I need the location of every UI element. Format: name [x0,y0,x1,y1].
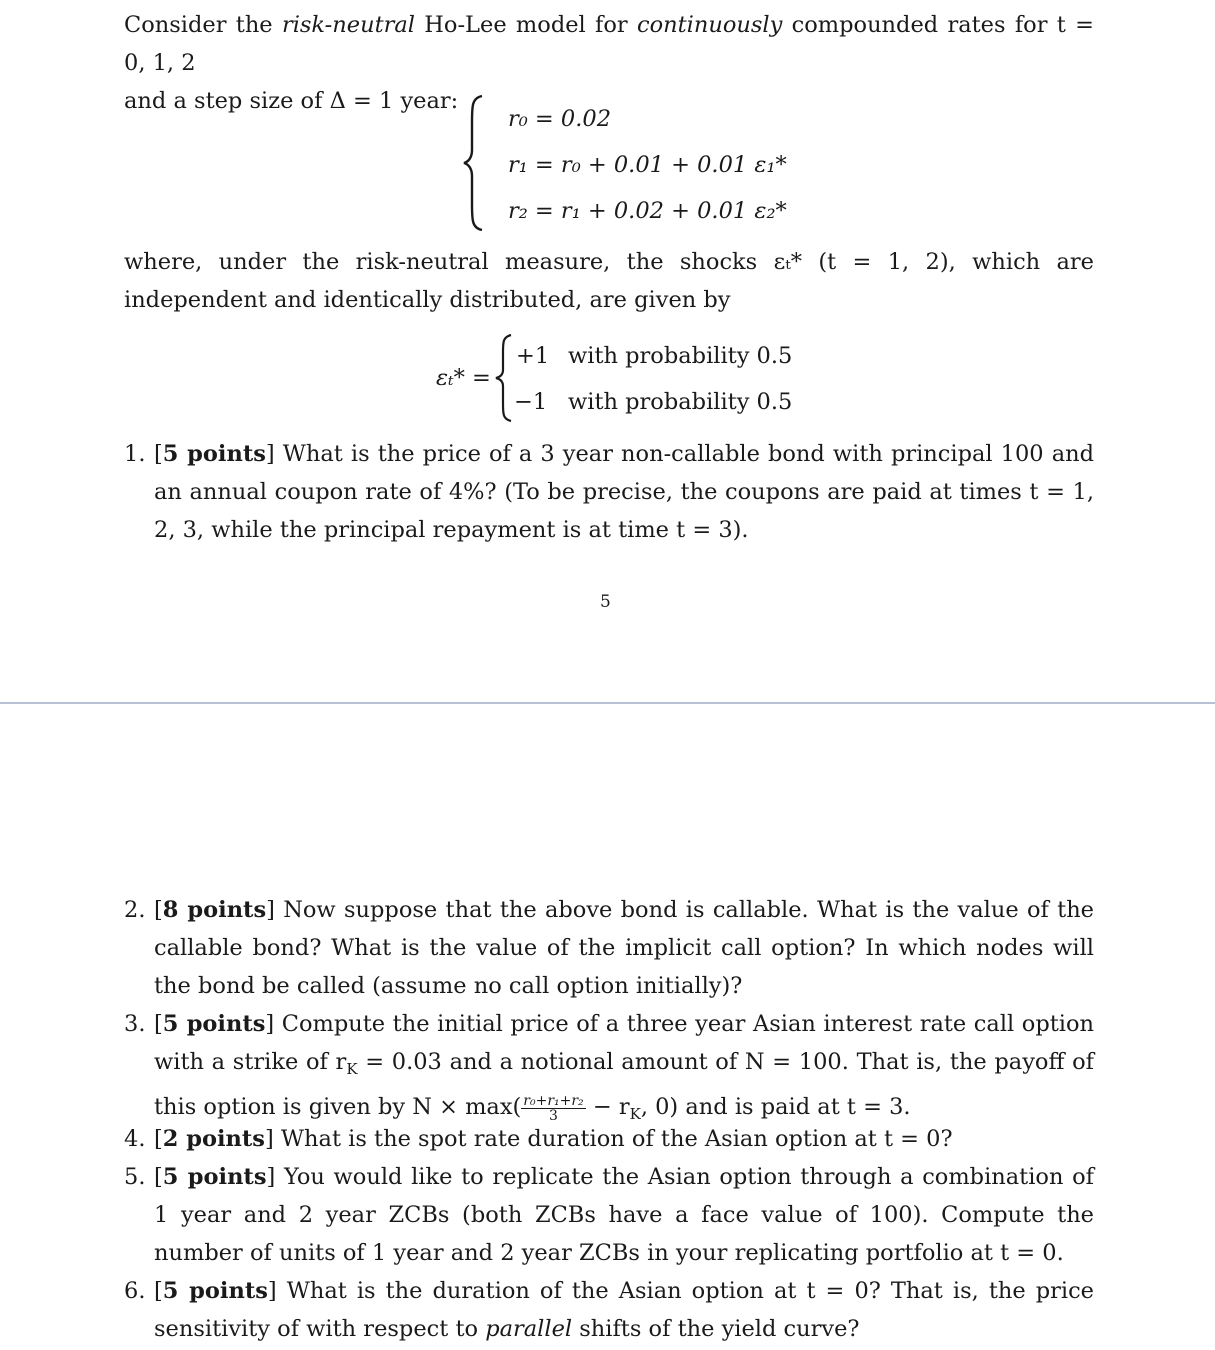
question-3-text-a: Compute the initial price of a three year Asian interest rate call option with a strike of r [154,1011,1095,1075]
intro-text-b: Ho-Lee model for [414,12,637,38]
system-brace [462,92,486,238]
question-4-number: 4. [124,1126,146,1152]
equation-r1: r₁ = r₀ + 0.01 + 0.01 ε₁* [508,152,787,178]
question-3-points: 5 points [162,1011,266,1037]
question-2-number: 2. [124,897,146,923]
intro-continuously: continuously [636,12,783,38]
page-divider [0,702,1215,704]
question-2-text: Now suppose that the above bond is callable. What is the value of the callable bond? What is the value of the implicit call option? In which nodes will the bond be called (assume no call option initially)? [154,897,1094,999]
fraction-denominator: 3 [549,1108,558,1124]
question-1-text: What is the price of a 3 year non-callable bond with principal 100 and an annual coupon rate of 4%? (To be precise, the coupons are paid at times t = 1, 2, 3, while the principal repayment is at time t = 3). [154,441,1095,543]
question-5: 5. [5 points] You would like to replicate the Asian option through a combination of 1 year and 2 year ZCBs (both ZCBs have a face value of 100). Compute the number of units of 1 year and 2 year ZCBs in your replicating portfolio at t = 0. [124,1158,1094,1272]
question-6-text-b: shifts of the yield curve? [572,1316,860,1342]
question-4-points: 2 points [162,1126,265,1152]
question-6-number: 6. [124,1278,146,1304]
shock-case2-value: −1 [514,389,548,415]
shock-case1-value: +1 [516,343,550,369]
question-1-number: 1. [124,441,146,467]
intro-text-c: compounded rates for [782,12,1057,38]
intro-risk-neutral: risk-neutral [281,12,415,38]
shock-brace [494,332,514,428]
question-3-text-d: , 0) and is paid at t = 3. [640,1094,911,1120]
question-3-text-c: − r [585,1094,630,1120]
intro-step-size: and a step size of Δ = 1 year: [124,88,459,114]
question-3-number: 3. [124,1011,146,1037]
question-5-number: 5. [124,1164,146,1190]
question-5-points: 5 points [162,1164,267,1190]
equation-r0: r₀ = 0.02 [508,106,612,132]
question-4: 4. [2 points] What is the spot rate duration of the Asian option at t = 0? [124,1120,1094,1158]
question-3-text-b: = 0.03 and a notional amount of N = 100. That is, the payoff of this option is given by N × max( [154,1049,1094,1120]
shock-case1-condition: with probability 0.5 [568,343,793,369]
intro-text-a: Consider the [124,12,282,38]
intro-t-range: t = 0, 1, 2 [124,12,1094,76]
shock-description: where, under the risk-neutral measure, the shocks εₜ* (t = 1, 2), which are independent and identically distributed, are given by [124,249,1094,313]
shock-case2-condition: with probability 0.5 [568,389,793,415]
fraction-numerator: r₀+r₁+r₂ [523,1093,584,1109]
question-1-points: 5 points [162,441,266,467]
question-6-points: 5 points [162,1278,268,1304]
question-6: 6. [5 points] What is the duration of the Asian option at t = 0? That is, the price sensitivity of with respect to parallel shifts of the yield curve? [124,1272,1094,1348]
question-5-text: You would like to replicate the Asian option through a combination of 1 year and 2 year ZCBs (both ZCBs have a face value of 100). Compute the number of units of 1 year and 2 year ZCBs in your replicating portfolio at t = 0. [154,1164,1094,1266]
equation-r2: r₂ = r₁ + 0.02 + 0.01 ε₂* [508,198,787,224]
question-4-text: What is the spot rate duration of the Asian option at t = 0? [280,1126,953,1152]
question-3: 3. [5 points] Compute the initial price of a three year Asian interest rate call option with a strike of $r_K = 0.03$ and a notional amount of N = 100. That is, the payoff of this option is given by N × max( $\frac{\text{r₀+r₁+r₂}}{3}$ − $r_K$, 0) and is paid at t = 3. [124,1005,1094,1133]
question-2: 2. [8 points] Now suppose that the above bond is callable. What is the value of the callable bond? What is the value of the implicit call option? In which nodes will the bond be called (assume no call option initially)? [124,891,1094,1005]
question-6-text-a: What is the duration of the Asian option at t = 0? That is, the price sensitivity of with respect to [154,1278,1094,1342]
question-3-fraction [521,1094,585,1123]
question-3-strike-subscript: K [346,1060,358,1078]
question-2-points: 8 points [162,897,267,923]
question-3-strike-subscript-2: K [629,1105,641,1123]
question-6-parallel: parallel [485,1316,573,1342]
question-1: 1. [5 points] What is the price of a 3 year non-callable bond with principal 100 and an annual coupon rate of 4%? (To be precise, the coupons are paid at times t = 1, 2, 3, while the principal repayment is at time t = 3). [124,435,1094,549]
page-number: 5 [600,592,611,612]
shock-lhs: εₜ* = [436,365,491,391]
